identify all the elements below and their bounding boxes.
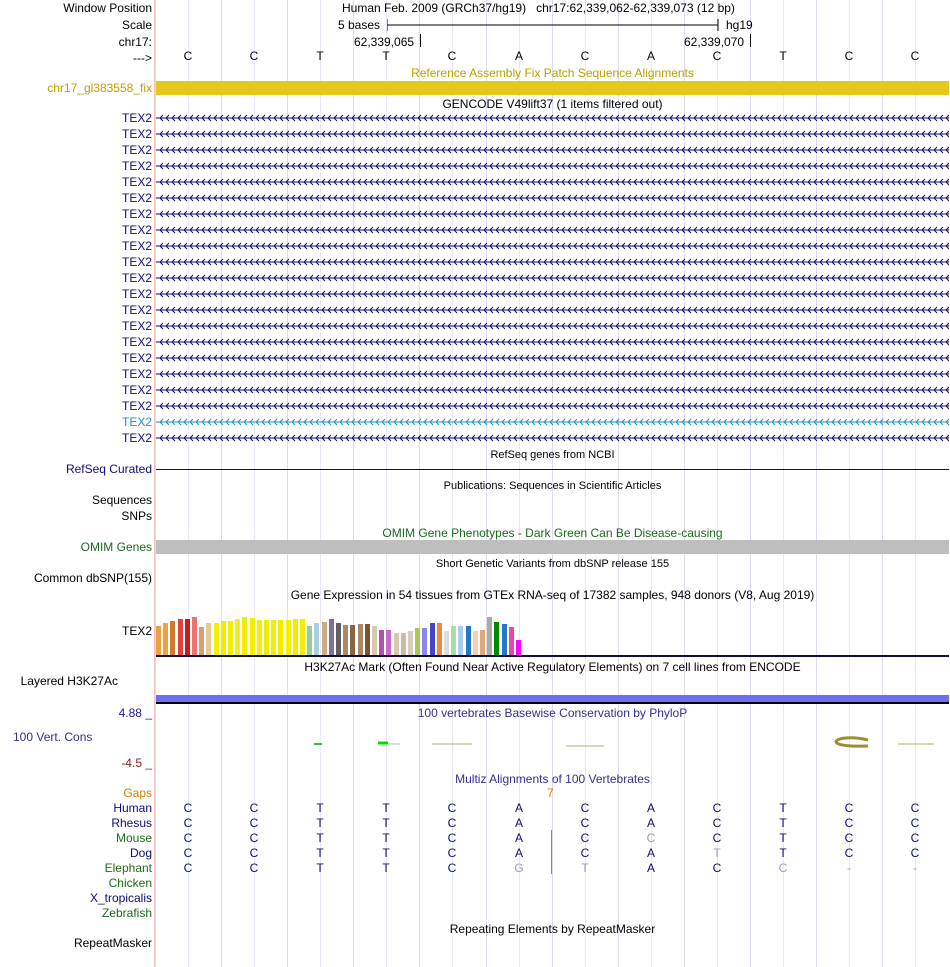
multiz-base: T: [316, 846, 324, 860]
multiz-species-label[interactable]: Rhesus: [111, 816, 152, 830]
multiz-base: C: [183, 831, 193, 845]
gtex-tissue-bar[interactable]: [430, 623, 435, 655]
multiz-base: C: [580, 801, 590, 815]
multiz-base: A: [646, 816, 655, 830]
gtex-tissue-bar[interactable]: [358, 624, 363, 655]
dbsnp-label[interactable]: Common dbSNP(155): [33, 571, 152, 585]
gtex-tissue-bar[interactable]: [487, 617, 492, 655]
gtex-tissue-bar[interactable]: [350, 625, 355, 655]
gencode-transcript-line[interactable]: [156, 415, 949, 431]
publications-label-sequences[interactable]: Sequences: [91, 493, 152, 507]
ruler-base: C: [183, 49, 193, 63]
gtex-tissue-bar[interactable]: [401, 633, 406, 655]
multiz-gap-count: 7: [547, 786, 554, 800]
multiz-base: C: [646, 831, 656, 845]
multiz-base: C: [910, 846, 920, 860]
assembly-position-text: Human Feb. 2009 (GRCh37/hg19) chr17:62,339,062-62,339,073 (12 bp): [342, 1, 735, 15]
multiz-base: C: [712, 816, 722, 830]
multiz-species-label[interactable]: Elephant: [104, 861, 152, 875]
gencode-transcript-label[interactable]: TEX2: [121, 335, 152, 349]
gtex-tissue-bar[interactable]: [509, 627, 514, 655]
gtex-tissue-bar[interactable]: [408, 631, 413, 655]
gtex-tissue-bar[interactable]: [185, 619, 190, 655]
gencode-transcript-line[interactable]: [156, 111, 949, 127]
gencode-transcript-label[interactable]: TEX2: [121, 191, 152, 205]
gtex-tissue-bar[interactable]: [494, 622, 499, 655]
gtex-tissue-bar[interactable]: [458, 626, 463, 655]
gtex-tissue-bar[interactable]: [156, 626, 161, 655]
gtex-tissue-bar[interactable]: [271, 620, 276, 655]
gtex-tissue-bar[interactable]: [278, 620, 283, 655]
ruler-base: C: [844, 49, 854, 63]
gtex-tissue-bar[interactable]: [228, 621, 233, 655]
gtex-tissue-bar[interactable]: [365, 624, 370, 655]
multiz-base: C: [844, 816, 854, 830]
gtex-tissue-bar[interactable]: [242, 617, 247, 655]
chrom-label: chr17:: [118, 35, 152, 49]
ruler-base: C: [580, 49, 590, 63]
h3k27ac-label[interactable]: Layered H3K27Ac: [20, 674, 118, 688]
gencode-transcript-line[interactable]: [156, 223, 949, 239]
omim-bar[interactable]: [156, 540, 949, 554]
ruler-base: C: [249, 49, 259, 63]
phylop-title: 100 vertebrates Basewise Conservation by PhyloP: [417, 706, 688, 720]
multiz-base: C: [910, 831, 920, 845]
multiz-base: C: [447, 816, 457, 830]
gencode-transcript-label[interactable]: TEX2: [121, 111, 152, 125]
multiz-species-label[interactable]: X_tropicalis: [89, 891, 152, 905]
gencode-transcript-label[interactable]: TEX2: [121, 207, 152, 221]
multiz-base: A: [514, 846, 523, 860]
gtex-title: Gene Expression in 54 tissues from GTEx RNA-seq of 17382 samples, 948 donors (V8, Aug 2019): [290, 588, 815, 602]
gtex-tissue-bar[interactable]: [437, 623, 442, 655]
ruler-base: A: [646, 49, 655, 63]
gencode-transcript-label[interactable]: TEX2: [121, 319, 152, 333]
gencode-transcript-line[interactable]: [156, 175, 949, 191]
gencode-transcript-line[interactable]: [156, 271, 949, 287]
multiz-base: C: [844, 801, 854, 815]
gtex-tissue-bar[interactable]: [163, 623, 168, 655]
multiz-base: C: [183, 816, 193, 830]
gencode-transcript-label[interactable]: TEX2: [121, 127, 152, 141]
multiz-base: C: [249, 801, 259, 815]
gencode-transcript-line[interactable]: [156, 431, 949, 447]
gencode-transcript-label[interactable]: TEX2: [121, 399, 152, 413]
fix-patch-title: Reference Assembly Fix Patch Sequence Alignments: [411, 66, 694, 80]
gencode-transcript-label[interactable]: TEX2: [121, 383, 152, 397]
h3k27ac-baseline: [156, 702, 949, 704]
multiz-base: G: [514, 861, 524, 875]
gtex-tissue-bar[interactable]: [473, 631, 478, 655]
multiz-species-label[interactable]: Mouse: [115, 831, 152, 845]
strand-arrow-label[interactable]: --->: [133, 51, 152, 65]
gencode-transcript-label[interactable]: TEX2: [121, 287, 152, 301]
gencode-transcript-line[interactable]: [156, 367, 949, 383]
multiz-species-label[interactable]: Zebrafish: [101, 906, 152, 920]
h3k27ac-bar[interactable]: [156, 695, 949, 702]
multiz-species-label[interactable]: Chicken: [108, 876, 152, 890]
multiz-base: C: [712, 861, 722, 875]
scale-label: Scale: [121, 18, 152, 32]
gtex-tissue-bar[interactable]: [343, 625, 348, 655]
gencode-transcript-line[interactable]: [156, 143, 949, 159]
multiz-base: T: [316, 801, 324, 815]
ruler-base: C: [910, 49, 920, 63]
scale-bar: [387, 18, 719, 32]
gencode-transcript-label[interactable]: TEX2: [121, 159, 152, 173]
multiz-base: C: [580, 816, 590, 830]
multiz-base: A: [514, 816, 523, 830]
repeatmasker-label[interactable]: RepeatMasker: [73, 936, 152, 950]
publications-label-snps[interactable]: SNPs: [121, 509, 152, 523]
ruler-bases: [0, 49, 950, 65]
gtex-tissue-bar[interactable]: [214, 623, 219, 655]
multiz-title: Multiz Alignments of 100 Vertebrates: [455, 772, 650, 786]
ruler-base: A: [514, 49, 523, 63]
phylop-signal[interactable]: [156, 730, 949, 750]
gtex-tissue-bar[interactable]: [480, 630, 485, 655]
fix-patch-label[interactable]: chr17_gl383558_fix: [47, 81, 152, 95]
gtex-tissue-bar[interactable]: [250, 618, 255, 655]
gtex-tissue-bar[interactable]: [451, 626, 456, 655]
multiz-base: C: [844, 831, 854, 845]
omim-title: OMIM Gene Phenotypes - Dark Green Can Be Disease-causing: [382, 526, 723, 540]
gencode-transcript-label[interactable]: TEX2: [121, 367, 152, 381]
window-position-label: Window Position: [63, 1, 152, 15]
gtex-tissue-bar[interactable]: [372, 626, 377, 655]
phylop-max-label: 4.88 _: [118, 706, 152, 720]
multiz-base: T: [382, 801, 390, 815]
omim-label[interactable]: OMIM Genes: [80, 540, 152, 554]
multiz-gaps-label[interactable]: Gaps: [123, 786, 152, 800]
multiz-base: A: [646, 801, 655, 815]
gencode-title: GENCODE V49lift37 (1 items filtered out): [442, 97, 663, 111]
multiz-base: -: [847, 861, 851, 875]
multiz-base: T: [713, 846, 721, 860]
multiz-base: C: [249, 861, 259, 875]
gencode-transcript-line[interactable]: [156, 127, 949, 143]
multiz-base: T: [316, 861, 324, 875]
multiz-base: C: [447, 801, 457, 815]
multiz-base: T: [316, 816, 324, 830]
phylop-min-label: -4.5 _: [121, 756, 152, 770]
ruler-base: T: [382, 49, 390, 63]
multiz-base: C: [844, 846, 854, 860]
gencode-transcript-line[interactable]: [156, 239, 949, 255]
ruler-base: C: [712, 49, 722, 63]
gencode-transcript-label[interactable]: TEX2: [121, 239, 152, 253]
multiz-base: C: [910, 801, 920, 815]
gencode-transcript-label[interactable]: TEX2: [121, 223, 152, 237]
gencode-transcript-line[interactable]: [156, 351, 949, 367]
scale-text: 5 bases: [338, 18, 381, 32]
multiz-base: T: [581, 861, 589, 875]
gencode-transcript-line[interactable]: [156, 319, 949, 335]
multiz-base: T: [316, 831, 324, 845]
gencode-transcript-line[interactable]: [156, 303, 949, 319]
gtex-tissue-bar[interactable]: [415, 628, 420, 655]
gtex-tissue-bar[interactable]: [178, 619, 183, 655]
gtex-tissue-bar[interactable]: [307, 626, 312, 655]
gencode-transcript-label[interactable]: TEX2: [121, 303, 152, 317]
gtex-tissue-bar[interactable]: [386, 630, 391, 655]
phylop-label[interactable]: 100 Vert. Cons: [13, 730, 93, 744]
multiz-base: T: [779, 801, 787, 815]
gencode-transcript-line[interactable]: [156, 255, 949, 271]
multiz-species-label[interactable]: Dog: [129, 846, 152, 860]
refseq-title: RefSeq genes from NCBI: [490, 449, 615, 461]
multiz-gap-marker: [551, 830, 552, 874]
gtex-tissue-bar[interactable]: [444, 631, 449, 655]
multiz-base: A: [514, 801, 523, 815]
dbsnp-title: Short Genetic Variants from dbSNP release 155: [435, 558, 670, 570]
gencode-transcript-line[interactable]: [156, 335, 949, 351]
ruler-base: T: [316, 49, 324, 63]
gtex-tissue-bar[interactable]: [286, 620, 291, 655]
refseq-line[interactable]: [156, 469, 949, 470]
gtex-tissue-bar[interactable]: [314, 623, 319, 655]
db-text: hg19: [726, 18, 753, 32]
fix-patch-bar[interactable]: [156, 81, 949, 95]
gtex-tissue-bar[interactable]: [264, 620, 269, 655]
gtex-label[interactable]: TEX2: [121, 624, 152, 638]
gencode-transcript-label[interactable]: TEX2: [121, 255, 152, 269]
multiz-base: C: [712, 831, 722, 845]
gtex-tissue-bar[interactable]: [379, 630, 384, 655]
gtex-bar-chart[interactable]: [156, 602, 949, 655]
gtex-tissue-bar[interactable]: [394, 633, 399, 655]
pos-right-label: 62,339,070: [684, 35, 745, 49]
pos-left-tick: [420, 34, 421, 47]
gtex-tissue-bar[interactable]: [206, 623, 211, 655]
pos-left-label: 62,339,065: [354, 35, 415, 49]
gencode-transcript-label[interactable]: TEX2: [121, 351, 152, 365]
pos-right-tick: [750, 34, 751, 47]
multiz-base: C: [447, 846, 457, 860]
gencode-transcript-label[interactable]: TEX2: [121, 175, 152, 189]
multiz-base: T: [382, 861, 390, 875]
multiz-base: C: [249, 816, 259, 830]
repeatmasker-title: Repeating Elements by RepeatMasker: [449, 922, 656, 936]
multiz-base: C: [183, 846, 193, 860]
multiz-base: T: [382, 816, 390, 830]
gtex-baseline: [156, 655, 949, 657]
gencode-transcript-label[interactable]: TEX2: [121, 143, 152, 157]
gencode-transcript-line[interactable]: [156, 159, 949, 175]
multiz-base: A: [646, 861, 655, 875]
gencode-transcript-line[interactable]: [156, 207, 949, 223]
gencode-transcript-label[interactable]: TEX2: [121, 431, 152, 445]
gtex-tissue-bar[interactable]: [293, 619, 298, 655]
multiz-base: C: [447, 831, 457, 845]
multiz-base: C: [183, 861, 193, 875]
multiz-base: C: [580, 846, 590, 860]
gencode-transcript-line[interactable]: [156, 399, 949, 415]
gtex-tissue-bar[interactable]: [336, 623, 341, 655]
multiz-base: C: [249, 846, 259, 860]
gtex-tissue-bar[interactable]: [516, 640, 521, 655]
multiz-base: T: [779, 816, 787, 830]
multiz-base: C: [249, 831, 259, 845]
gtex-tissue-bar[interactable]: [422, 628, 427, 655]
multiz-base: C: [580, 831, 590, 845]
gtex-tissue-bar[interactable]: [192, 617, 197, 655]
gtex-tissue-bar[interactable]: [170, 621, 175, 655]
multiz-base: C: [183, 801, 193, 815]
gtex-tissue-bar[interactable]: [300, 619, 305, 655]
publications-title: Publications: Sequences in Scientific Articles: [443, 480, 662, 492]
multiz-base: C: [712, 801, 722, 815]
multiz-base: T: [382, 831, 390, 845]
refseq-label[interactable]: RefSeq Curated: [65, 462, 152, 476]
h3k27ac-title: H3K27Ac Mark (Often Found Near Active Regulatory Elements) on 7 cell lines from ENCODE: [304, 660, 801, 674]
ruler-base: C: [447, 49, 457, 63]
multiz-species-label[interactable]: Human: [113, 801, 152, 815]
gtex-tissue-bar[interactable]: [329, 619, 334, 655]
gtex-tissue-bar[interactable]: [235, 619, 240, 655]
multiz-base: C: [778, 861, 788, 875]
gencode-transcript-line[interactable]: [156, 383, 949, 399]
gencode-transcript-label[interactable]: TEX2: [121, 415, 152, 429]
gtex-tissue-bar[interactable]: [322, 622, 327, 655]
gtex-tissue-bar[interactable]: [221, 621, 226, 655]
gtex-tissue-bar[interactable]: [502, 624, 507, 655]
multiz-base: T: [779, 831, 787, 845]
ruler-base: T: [779, 49, 787, 63]
multiz-base: T: [779, 846, 787, 860]
gencode-transcript-label[interactable]: TEX2: [121, 271, 152, 285]
gtex-tissue-bar[interactable]: [257, 620, 262, 655]
gencode-transcript-line[interactable]: [156, 191, 949, 207]
multiz-base: C: [447, 861, 457, 875]
gtex-tissue-bar[interactable]: [466, 626, 471, 655]
multiz-base: T: [382, 846, 390, 860]
gencode-transcript-line[interactable]: [156, 287, 949, 303]
gtex-tissue-bar[interactable]: [199, 627, 204, 655]
multiz-base: A: [646, 846, 655, 860]
multiz-base: C: [910, 816, 920, 830]
multiz-base: -: [913, 861, 917, 875]
multiz-base: A: [514, 831, 523, 845]
label-divider: [154, 0, 155, 967]
